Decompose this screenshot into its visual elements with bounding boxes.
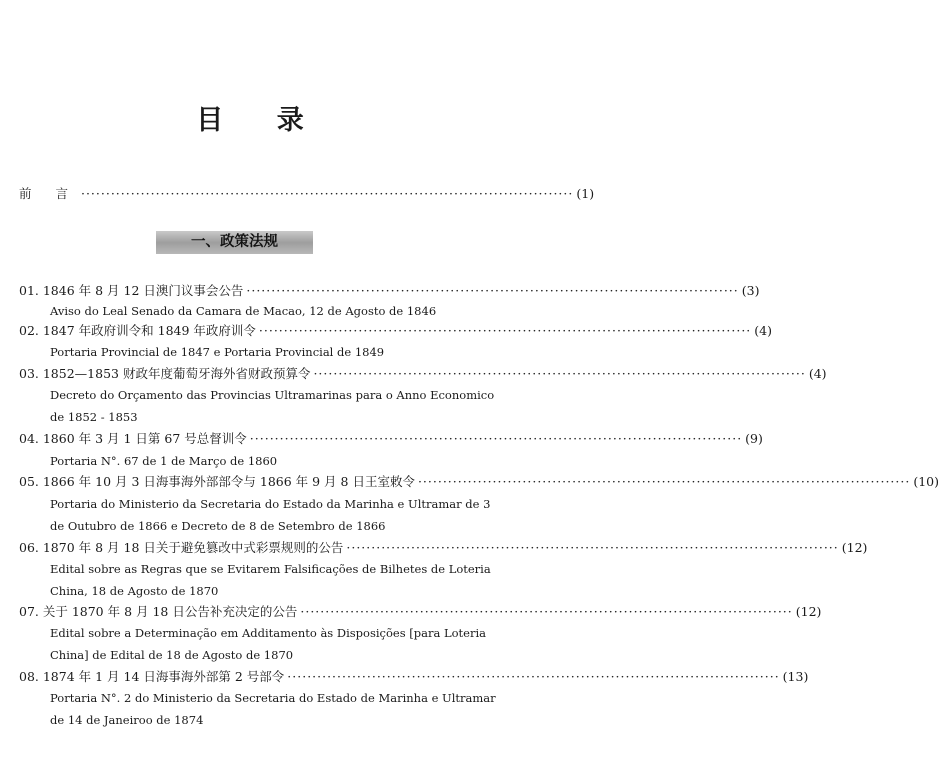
entry-subtitle: Portaria Provincial de 1847 e Portaria Provincial de 1849: [50, 345, 385, 359]
entry-page-number: (12): [795, 604, 822, 619]
entry-subtitle: Portaria do Ministerio da Secretaria do Estado da Marinha e Ultramar de 3: [50, 497, 491, 511]
entry-subtitle: Portaria N°. 2 do Ministerio da Secretaria do Estado de Marinha e Ultramar: [50, 691, 496, 705]
toc-entry-05[interactable]: [19, 474, 939, 490]
leader-dots: ···································································································: [249, 431, 743, 446]
leader-dots: ···································································································: [80, 186, 574, 201]
entry-heading: 02. 1847 年政府训令和 1849 年政府训令: [19, 323, 256, 338]
leader-dots: ···································································································: [246, 283, 739, 298]
entry-page-number: (10): [913, 474, 939, 489]
toc-entry-06[interactable]: [19, 540, 868, 556]
entry-subtitle: de Outubro de 1866 e Decreto de 8 de Setembro de 1866: [50, 519, 386, 533]
toc-entry-08[interactable]: [19, 669, 809, 685]
entry-page-number: (3): [741, 283, 760, 298]
toc-preface-row[interactable]: [19, 186, 595, 202]
entry-subtitle: China] de Edital de 18 de Agosto de 1870: [50, 648, 294, 662]
entry-subtitle: Decreto do Orçamento das Provincias Ultramarinas para o Anno Economico: [50, 388, 495, 402]
leader-dots: ···································································································: [258, 323, 752, 338]
page-title: 目 录: [196, 105, 326, 136]
entry-heading: 01. 1846 年 8 月 12 日澳门议事会公告: [19, 283, 244, 298]
entry-subtitle: Portaria N°. 67 de 1 de Março de 1860: [50, 454, 278, 468]
leader-dots: ···································································································: [287, 669, 780, 684]
toc-entry-04[interactable]: [19, 431, 763, 447]
toc-entry-03[interactable]: [19, 366, 827, 382]
leader-dots: ···································································································: [417, 474, 911, 489]
entry-heading: 05. 1866 年 10 月 3 日海事海外部部令与 1866 年 9 月 8 日王室敕令: [19, 474, 415, 489]
entry-page-number: (12): [841, 540, 868, 555]
leader-dots: ···································································································: [313, 366, 806, 381]
leader-dots: ···································································································: [346, 540, 839, 555]
preface-label: 前 言: [19, 186, 78, 201]
entry-heading: 07. 关于 1870 年 8 月 18 日公告补充决定的公告: [19, 604, 298, 619]
entry-subtitle: Edital sobre as Regras que se Evitarem Falsificações de Bilhetes de Loteria: [50, 562, 491, 576]
section-heading: 一、政策法规: [156, 231, 313, 254]
entry-heading: 03. 1852—1853 财政年度葡萄牙海外省财政预算令: [19, 366, 311, 381]
entry-subtitle: de 1852 - 1853: [50, 410, 138, 424]
entry-subtitle: Edital sobre a Determinação em Additamento às Disposições [para Loteria: [50, 626, 486, 640]
entry-heading: 06. 1870 年 8 月 18 日关于避免篡改中式彩票规则的公告: [19, 540, 344, 555]
entry-subtitle: China, 18 de Agosto de 1870: [50, 584, 219, 598]
toc-entry-07[interactable]: [19, 604, 822, 620]
entry-heading: 04. 1860 年 3 月 1 日第 67 号总督训令: [19, 431, 247, 446]
toc-entry-02[interactable]: [19, 323, 772, 339]
entry-subtitle: Aviso do Leal Senado da Camara de Macao, 12 de Agosto de 1846: [50, 304, 437, 318]
leader-dots: ···································································································: [300, 604, 793, 619]
toc-entry-01[interactable]: [19, 283, 760, 299]
entry-heading: 08. 1874 年 1 月 14 日海事海外部第 2 号部令: [19, 669, 285, 684]
entry-page-number: (4): [754, 323, 772, 338]
entry-subtitle: de 14 de Janeiroo de 1874: [50, 713, 204, 727]
entry-page-number: (9): [745, 431, 763, 446]
preface-page-number: (1): [576, 186, 595, 201]
entry-page-number: (13): [782, 669, 809, 684]
entry-page-number: (4): [808, 366, 827, 381]
